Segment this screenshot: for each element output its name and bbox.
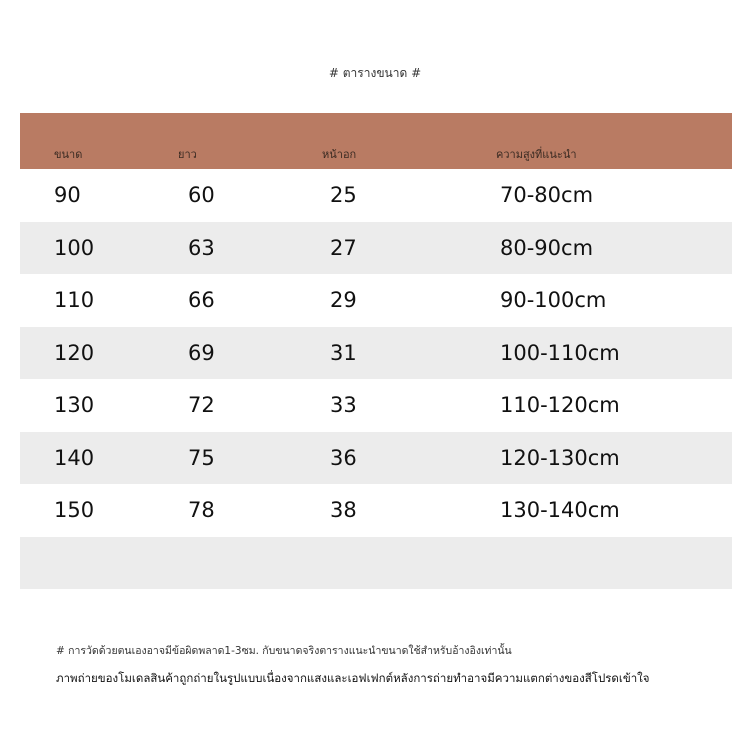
header-chest: หน้าอก [322,148,357,161]
page-title: # ตารางขนาด # [328,66,422,80]
cell-size: 120 [54,340,95,365]
header-height: ความสูงที่แนะนำ [496,148,577,161]
cell-chest: 31 [330,340,357,365]
size-table [20,113,732,589]
table-row [20,327,732,380]
note-measurement: # การวัดด้วยตนเองอาจมีข้อผิดพลาด1-3ซม. กับขนาดจริงตารางแนะนำขนาดใช้สำหรับอ้างอิงเท่านั้น [56,645,512,657]
cell-length: 78 [188,498,215,522]
cell-size: 110 [54,288,95,312]
cell-length: 72 [188,393,215,417]
table-row [20,484,732,537]
table-row [20,222,732,275]
cell-chest: 38 [330,498,357,522]
table-header [20,113,732,169]
cell-height: 70-80cm [500,183,594,207]
cell-length: 69 [188,340,215,365]
empty-row [20,537,732,590]
cell-length: 63 [188,235,215,260]
cell-chest: 27 [330,235,357,260]
cell-size: 140 [54,445,95,470]
note-photo: ภาพถ่ายของโมเดลสินค้าถูกถ่ายในรูปแบบเนื่องจากแสงและเอฟเฟกต์หลังการถ่ายทำอาจมีความแตกต่างของสีโปรดเข้าใจ [56,671,650,685]
header-size: ขนาด [54,148,83,161]
header-length: ยาว [178,148,197,161]
cell-length: 60 [188,183,215,207]
table-row [20,432,732,485]
cell-height: 120-130cm [500,445,620,470]
cell-size: 150 [54,498,95,522]
cell-size: 130 [54,393,95,417]
table-row [20,169,732,222]
cell-height: 100-110cm [500,340,620,365]
cell-length: 66 [188,288,215,312]
cell-length: 75 [188,445,215,470]
table-row [20,274,732,327]
cell-chest: 33 [330,393,357,417]
cell-height: 80-90cm [500,235,594,260]
cell-height: 90-100cm [500,288,607,312]
cell-chest: 29 [330,288,357,312]
cell-size: 100 [54,235,95,260]
table-row [20,379,732,432]
cell-size: 90 [54,183,81,207]
cell-chest: 36 [330,445,357,470]
cell-height: 110-120cm [500,393,620,417]
cell-height: 130-140cm [500,498,620,522]
cell-chest: 25 [330,183,357,207]
